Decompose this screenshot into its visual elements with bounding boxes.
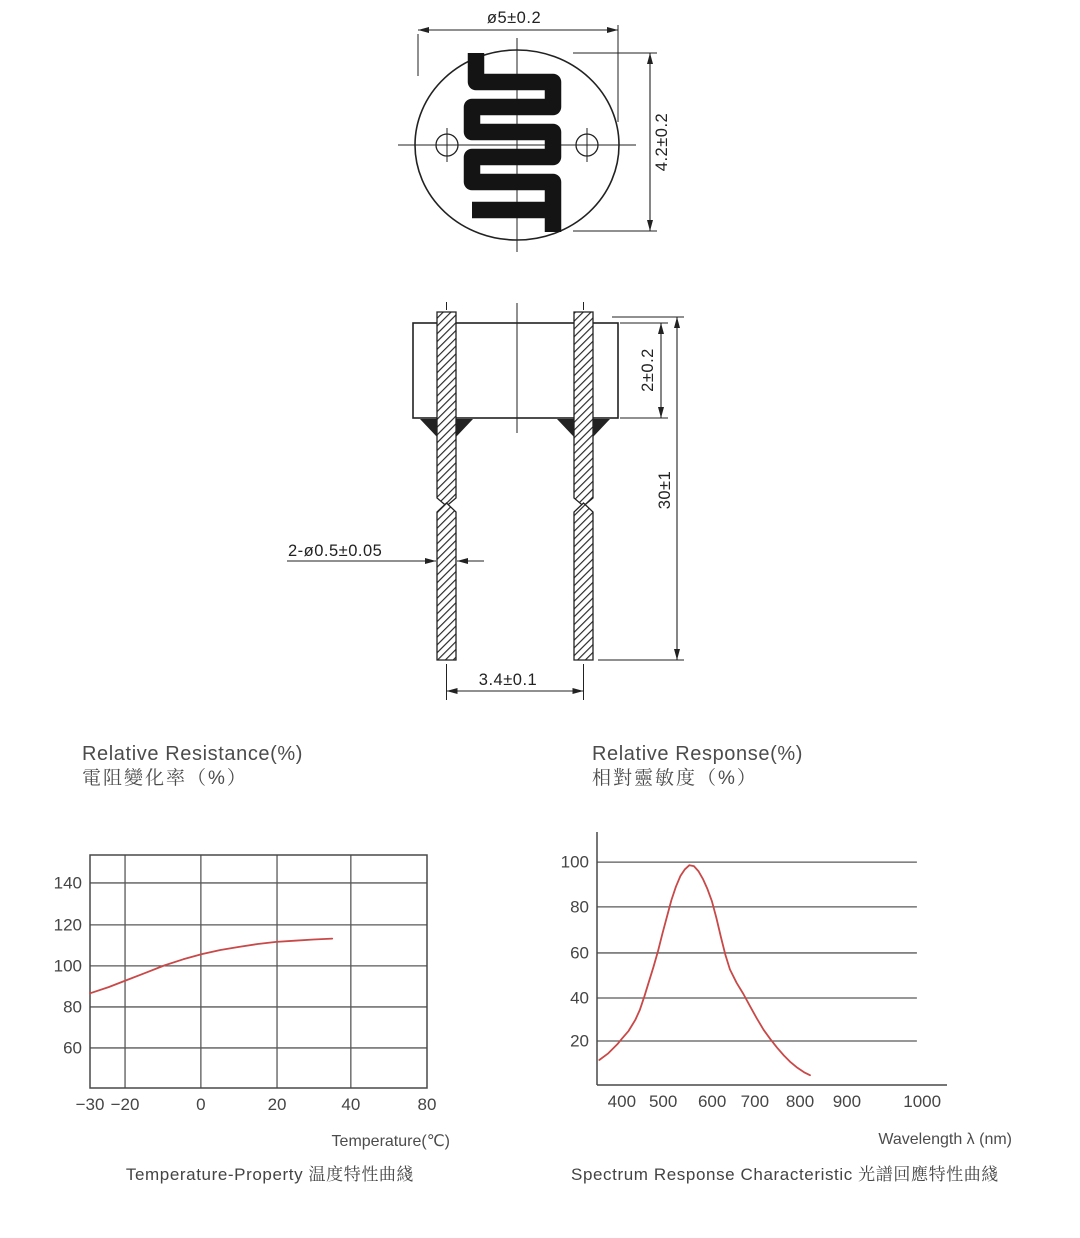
y-tick-label: 20 bbox=[570, 1031, 589, 1051]
x-tick-label: 1000 bbox=[903, 1092, 942, 1111]
lead-spacing-label: 3.4±0.1 bbox=[478, 671, 538, 689]
x-tick-label: −20 bbox=[110, 1095, 140, 1114]
x-tick-label: −30 bbox=[75, 1095, 105, 1114]
wavelength-axis-label: Wavelength λ (nm) bbox=[878, 1131, 1012, 1148]
y-tick-label: 60 bbox=[570, 943, 589, 963]
x-tick-label: 700 bbox=[740, 1092, 770, 1111]
temperature-chart-title-zh: 電阻變化率（%） bbox=[82, 768, 248, 789]
x-tick-label: 400 bbox=[607, 1092, 637, 1111]
relative-response-vs-wavelength-curve bbox=[599, 865, 810, 1075]
x-tick-label: 20 bbox=[267, 1095, 287, 1114]
y-tick-label: 100 bbox=[560, 852, 589, 872]
x-tick-label: 500 bbox=[648, 1092, 678, 1111]
y-tick-label: 100 bbox=[53, 956, 82, 976]
lead-diameter-label: 2-ø0.5±0.05 bbox=[288, 542, 383, 560]
spectrum-chart-title-en: Relative Response(%) bbox=[592, 743, 803, 765]
spectrum-chart-title bbox=[592, 742, 803, 791]
spectrum-chart-caption: Spectrum Response Characteristic 光譜回應特性曲綫 bbox=[571, 1165, 999, 1184]
x-tick-label: 600 bbox=[697, 1092, 727, 1111]
x-tick-label: 900 bbox=[832, 1092, 862, 1111]
y-tick-label: 140 bbox=[53, 873, 82, 893]
temperature-axis-label: Temperature(℃) bbox=[331, 1133, 450, 1150]
diameter-dimension-label: ø5±0.2 bbox=[486, 9, 542, 27]
temperature-chart-title-en: Relative Resistance(%) bbox=[82, 743, 304, 765]
temperature-chart-caption: Temperature-Property 温度特性曲綫 bbox=[125, 1165, 415, 1184]
x-tick-label: 80 bbox=[417, 1095, 437, 1114]
temperature-chart-title bbox=[82, 742, 303, 791]
x-tick-label: 0 bbox=[196, 1095, 206, 1114]
x-tick-label: 40 bbox=[341, 1095, 361, 1114]
body-thickness-label: 2±0.2 bbox=[639, 348, 657, 392]
height-dimension-label: 4.2±0.2 bbox=[653, 112, 671, 172]
y-tick-label: 80 bbox=[63, 997, 82, 1017]
y-tick-label: 120 bbox=[53, 915, 82, 935]
y-tick-label: 80 bbox=[570, 897, 589, 917]
spectrum-chart-title-zh: 相對靈敏度（%） bbox=[592, 768, 758, 789]
y-tick-label: 60 bbox=[63, 1038, 82, 1058]
x-tick-label: 800 bbox=[785, 1092, 815, 1111]
lead-length-label: 30±1 bbox=[656, 470, 674, 510]
y-tick-label: 40 bbox=[570, 988, 589, 1008]
